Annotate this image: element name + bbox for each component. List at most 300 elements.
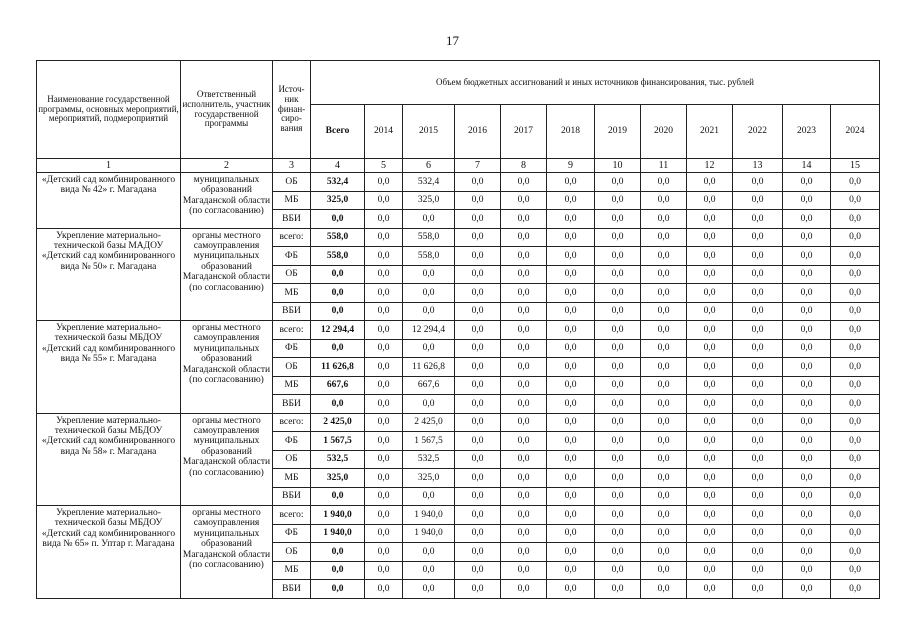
year-value: 0,0 xyxy=(501,302,547,321)
year-value: 0,0 xyxy=(733,302,783,321)
funding-source: МБ xyxy=(273,191,311,210)
year-value: 0,0 xyxy=(455,228,501,247)
year-value: 0,0 xyxy=(455,524,501,543)
year-value: 0,0 xyxy=(365,506,403,525)
column-index: 6 xyxy=(403,159,455,173)
funding-source: ОБ xyxy=(273,450,311,469)
year-value: 0,0 xyxy=(501,450,547,469)
year-value: 0,0 xyxy=(595,228,641,247)
year-value: 0,0 xyxy=(641,228,687,247)
year-value: 0,0 xyxy=(783,339,831,358)
funding-source: МБ xyxy=(273,284,311,303)
year-value: 0,0 xyxy=(365,413,403,432)
year-value: 0,0 xyxy=(687,265,733,284)
column-index: 5 xyxy=(365,159,403,173)
year-value: 0,0 xyxy=(733,173,783,192)
year-value: 0,0 xyxy=(831,265,880,284)
year-value: 0,0 xyxy=(733,580,783,599)
total-value: 0,0 xyxy=(311,561,365,580)
program-name: Укрепление материально-технической базы МБДОУ «Детский сад комбинированного вида № 65» п. Уптар г. Магадана xyxy=(37,506,181,599)
year-value: 0,0 xyxy=(831,580,880,599)
year-value: 0,0 xyxy=(733,561,783,580)
year-value: 0,0 xyxy=(595,524,641,543)
year-value: 0,0 xyxy=(365,432,403,451)
year-value: 0,0 xyxy=(831,487,880,506)
year-value: 0,0 xyxy=(455,450,501,469)
year-value: 0,0 xyxy=(783,173,831,192)
year-value: 0,0 xyxy=(501,524,547,543)
year-value: 0,0 xyxy=(641,173,687,192)
year-value: 0,0 xyxy=(783,302,831,321)
total-value: 0,0 xyxy=(311,210,365,229)
year-value: 0,0 xyxy=(595,395,641,414)
year-value: 0,0 xyxy=(831,413,880,432)
funding-source: ВБИ xyxy=(273,395,311,414)
table-row xyxy=(37,173,880,192)
year-value: 0,0 xyxy=(687,247,733,266)
funding-source: ОБ xyxy=(273,265,311,284)
year-value: 0,0 xyxy=(733,524,783,543)
year-value: 0,0 xyxy=(831,191,880,210)
funding-source: МБ xyxy=(273,376,311,395)
year-value: 1 567,5 xyxy=(403,432,455,451)
header-year: 2022 xyxy=(733,105,783,159)
year-value: 0,0 xyxy=(547,413,595,432)
total-value: 12 294,4 xyxy=(311,321,365,340)
year-value: 0,0 xyxy=(783,358,831,377)
year-value: 0,0 xyxy=(783,487,831,506)
funding-source: ФБ xyxy=(273,432,311,451)
year-value: 0,0 xyxy=(733,265,783,284)
budget-table xyxy=(36,60,880,599)
year-value: 0,0 xyxy=(831,302,880,321)
year-value: 0,0 xyxy=(641,543,687,562)
year-value: 0,0 xyxy=(455,210,501,229)
year-value: 12 294,4 xyxy=(403,321,455,340)
year-value: 0,0 xyxy=(595,302,641,321)
year-value: 0,0 xyxy=(365,376,403,395)
year-value: 0,0 xyxy=(501,339,547,358)
year-value: 0,0 xyxy=(547,173,595,192)
funding-source: всего: xyxy=(273,321,311,340)
year-value: 0,0 xyxy=(831,524,880,543)
year-value: 0,0 xyxy=(365,228,403,247)
year-value: 0,0 xyxy=(783,524,831,543)
year-value: 1 940,0 xyxy=(403,524,455,543)
column-index: 13 xyxy=(733,159,783,173)
year-value: 0,0 xyxy=(831,543,880,562)
table-row xyxy=(37,228,880,247)
index-row xyxy=(37,159,880,173)
year-value: 0,0 xyxy=(641,561,687,580)
year-value: 0,0 xyxy=(455,561,501,580)
year-value: 0,0 xyxy=(455,173,501,192)
year-value: 0,0 xyxy=(641,191,687,210)
table-row xyxy=(37,321,880,340)
header-year: 2016 xyxy=(455,105,501,159)
year-value: 0,0 xyxy=(783,265,831,284)
year-value: 0,0 xyxy=(687,321,733,340)
header-year: 2024 xyxy=(831,105,880,159)
executor-name: органы местного самоуправления муниципальных образований Магаданской области (по согласованию) xyxy=(181,321,273,414)
total-value: 0,0 xyxy=(311,284,365,303)
year-value: 0,0 xyxy=(501,543,547,562)
year-value: 0,0 xyxy=(641,413,687,432)
year-value: 0,0 xyxy=(547,265,595,284)
year-value: 0,0 xyxy=(501,321,547,340)
funding-source: всего: xyxy=(273,413,311,432)
year-value: 0,0 xyxy=(365,284,403,303)
year-value: 0,0 xyxy=(733,339,783,358)
year-value: 0,0 xyxy=(687,210,733,229)
year-value: 0,0 xyxy=(595,543,641,562)
total-value: 558,0 xyxy=(311,247,365,266)
year-value: 0,0 xyxy=(455,432,501,451)
year-value: 0,0 xyxy=(687,339,733,358)
year-value: 0,0 xyxy=(547,450,595,469)
year-value: 0,0 xyxy=(547,302,595,321)
year-value: 0,0 xyxy=(501,580,547,599)
year-value: 0,0 xyxy=(365,524,403,543)
year-value: 0,0 xyxy=(831,395,880,414)
page-number: 17 xyxy=(446,33,459,48)
year-value: 0,0 xyxy=(501,265,547,284)
year-value: 0,0 xyxy=(687,487,733,506)
year-value: 0,0 xyxy=(733,543,783,562)
column-index: 7 xyxy=(455,159,501,173)
year-value: 0,0 xyxy=(687,173,733,192)
funding-source: МБ xyxy=(273,561,311,580)
year-value: 0,0 xyxy=(501,284,547,303)
year-value: 0,0 xyxy=(403,339,455,358)
year-value: 0,0 xyxy=(403,210,455,229)
year-value: 0,0 xyxy=(501,506,547,525)
column-index: 9 xyxy=(547,159,595,173)
year-value: 0,0 xyxy=(831,339,880,358)
year-value: 0,0 xyxy=(501,247,547,266)
year-value: 0,0 xyxy=(595,265,641,284)
executor-name: органы местного самоуправления муниципальных образований Магаданской области (по согласованию) xyxy=(181,506,273,599)
year-value: 0,0 xyxy=(687,376,733,395)
year-value: 0,0 xyxy=(783,284,831,303)
year-value: 0,0 xyxy=(595,469,641,488)
year-value: 325,0 xyxy=(403,469,455,488)
year-value: 0,0 xyxy=(455,339,501,358)
year-value: 0,0 xyxy=(687,358,733,377)
year-value: 0,0 xyxy=(547,543,595,562)
year-value: 0,0 xyxy=(687,413,733,432)
year-value: 0,0 xyxy=(403,302,455,321)
year-value: 0,0 xyxy=(687,395,733,414)
year-value: 0,0 xyxy=(365,191,403,210)
year-value: 0,0 xyxy=(641,506,687,525)
year-value: 0,0 xyxy=(501,376,547,395)
year-value: 0,0 xyxy=(501,561,547,580)
header-source: Источ-ник финан-сиро-вания xyxy=(273,61,311,159)
year-value: 0,0 xyxy=(455,302,501,321)
year-value: 0,0 xyxy=(783,506,831,525)
year-value: 0,0 xyxy=(455,321,501,340)
year-value: 1 940,0 xyxy=(403,506,455,525)
year-value: 0,0 xyxy=(595,413,641,432)
year-value: 0,0 xyxy=(455,543,501,562)
total-value: 532,4 xyxy=(311,173,365,192)
year-value: 0,0 xyxy=(733,395,783,414)
year-value: 0,0 xyxy=(595,339,641,358)
year-value: 0,0 xyxy=(687,524,733,543)
year-value: 0,0 xyxy=(733,321,783,340)
year-value: 558,0 xyxy=(403,228,455,247)
funding-source: ФБ xyxy=(273,247,311,266)
year-value: 0,0 xyxy=(547,487,595,506)
column-index: 12 xyxy=(687,159,733,173)
year-value: 0,0 xyxy=(595,376,641,395)
year-value: 0,0 xyxy=(365,265,403,284)
total-value: 11 626,8 xyxy=(311,358,365,377)
funding-source: ОБ xyxy=(273,358,311,377)
year-value: 0,0 xyxy=(365,580,403,599)
program-name: «Детский сад комбинированного вида № 42» г. Магадана xyxy=(37,173,181,229)
year-value: 0,0 xyxy=(455,413,501,432)
year-value: 0,0 xyxy=(595,284,641,303)
year-value: 0,0 xyxy=(365,173,403,192)
year-value: 0,0 xyxy=(403,543,455,562)
year-value: 2 425,0 xyxy=(403,413,455,432)
year-value: 0,0 xyxy=(595,358,641,377)
year-value: 0,0 xyxy=(595,432,641,451)
year-value: 0,0 xyxy=(547,228,595,247)
year-value: 0,0 xyxy=(403,284,455,303)
column-index: 2 xyxy=(181,159,273,173)
year-value: 0,0 xyxy=(641,339,687,358)
year-value: 0,0 xyxy=(595,210,641,229)
total-value: 2 425,0 xyxy=(311,413,365,432)
year-value: 0,0 xyxy=(783,228,831,247)
total-value: 558,0 xyxy=(311,228,365,247)
year-value: 0,0 xyxy=(595,191,641,210)
year-value: 0,0 xyxy=(547,506,595,525)
table-body xyxy=(37,61,880,599)
header-year: 2021 xyxy=(687,105,733,159)
year-value: 0,0 xyxy=(365,247,403,266)
year-value: 0,0 xyxy=(687,302,733,321)
year-value: 0,0 xyxy=(365,358,403,377)
funding-source: всего: xyxy=(273,228,311,247)
year-value: 0,0 xyxy=(641,450,687,469)
total-value: 325,0 xyxy=(311,191,365,210)
year-value: 0,0 xyxy=(501,487,547,506)
year-value: 0,0 xyxy=(595,487,641,506)
program-name: Укрепление материально-технической базы МБДОУ «Детский сад комбинированного вида № 58» г. Магадана xyxy=(37,413,181,506)
funding-source: ОБ xyxy=(273,173,311,192)
year-value: 0,0 xyxy=(687,284,733,303)
total-value: 0,0 xyxy=(311,302,365,321)
total-value: 667,6 xyxy=(311,376,365,395)
year-value: 0,0 xyxy=(687,469,733,488)
total-value: 325,0 xyxy=(311,469,365,488)
year-value: 667,6 xyxy=(403,376,455,395)
column-index: 14 xyxy=(783,159,831,173)
year-value: 0,0 xyxy=(455,506,501,525)
year-value: 0,0 xyxy=(687,228,733,247)
year-value: 0,0 xyxy=(783,561,831,580)
year-value: 0,0 xyxy=(831,358,880,377)
year-value: 0,0 xyxy=(687,543,733,562)
year-value: 0,0 xyxy=(547,247,595,266)
column-index: 10 xyxy=(595,159,641,173)
column-index: 3 xyxy=(273,159,311,173)
year-value: 0,0 xyxy=(641,469,687,488)
year-value: 532,5 xyxy=(403,450,455,469)
year-value: 0,0 xyxy=(455,358,501,377)
year-value: 0,0 xyxy=(641,284,687,303)
total-value: 0,0 xyxy=(311,339,365,358)
year-value: 0,0 xyxy=(733,487,783,506)
year-value: 0,0 xyxy=(501,191,547,210)
year-value: 0,0 xyxy=(365,450,403,469)
year-value: 0,0 xyxy=(547,358,595,377)
year-value: 558,0 xyxy=(403,247,455,266)
total-value: 1 940,0 xyxy=(311,524,365,543)
year-value: 0,0 xyxy=(831,210,880,229)
total-value: 1 567,5 xyxy=(311,432,365,451)
year-value: 0,0 xyxy=(403,395,455,414)
executor-name: органы местного самоуправления муниципальных образований Магаданской области (по согласованию) xyxy=(181,413,273,506)
column-index: 15 xyxy=(831,159,880,173)
year-value: 0,0 xyxy=(547,191,595,210)
year-value: 0,0 xyxy=(455,376,501,395)
year-value: 0,0 xyxy=(365,395,403,414)
funding-source: МБ xyxy=(273,469,311,488)
year-value: 0,0 xyxy=(403,487,455,506)
year-value: 0,0 xyxy=(641,487,687,506)
year-value: 0,0 xyxy=(831,561,880,580)
year-value: 0,0 xyxy=(641,321,687,340)
year-value: 0,0 xyxy=(403,265,455,284)
header-year: 2019 xyxy=(595,105,641,159)
program-name: Укрепление материально-технической базы МАДОУ «Детский сад комбинированного вида № 50» г. Магадана xyxy=(37,228,181,321)
total-value: 1 940,0 xyxy=(311,506,365,525)
year-value: 0,0 xyxy=(783,321,831,340)
year-value: 0,0 xyxy=(783,210,831,229)
year-value: 0,0 xyxy=(547,284,595,303)
year-value: 0,0 xyxy=(733,469,783,488)
year-value: 11 626,8 xyxy=(403,358,455,377)
program-name: Укрепление материально-технической базы МБДОУ «Детский сад комбинированного вида № 55» г. Магадана xyxy=(37,321,181,414)
year-value: 0,0 xyxy=(455,247,501,266)
year-value: 0,0 xyxy=(365,469,403,488)
year-value: 0,0 xyxy=(783,247,831,266)
header-year: 2015 xyxy=(403,105,455,159)
year-value: 0,0 xyxy=(641,265,687,284)
year-value: 0,0 xyxy=(733,506,783,525)
funding-source: ФБ xyxy=(273,524,311,543)
year-value: 0,0 xyxy=(403,580,455,599)
header-total: Всего xyxy=(311,105,365,159)
year-value: 0,0 xyxy=(687,191,733,210)
header-year: 2018 xyxy=(547,105,595,159)
header-year: 2014 xyxy=(365,105,403,159)
year-value: 325,0 xyxy=(403,191,455,210)
column-index: 11 xyxy=(641,159,687,173)
table-row xyxy=(37,506,880,525)
year-value: 0,0 xyxy=(547,210,595,229)
year-value: 0,0 xyxy=(733,376,783,395)
year-value: 0,0 xyxy=(403,561,455,580)
year-value: 0,0 xyxy=(455,395,501,414)
year-value: 0,0 xyxy=(595,561,641,580)
year-value: 0,0 xyxy=(687,561,733,580)
year-value: 0,0 xyxy=(501,395,547,414)
year-value: 0,0 xyxy=(641,395,687,414)
year-value: 0,0 xyxy=(831,469,880,488)
funding-source: ФБ xyxy=(273,339,311,358)
year-value: 0,0 xyxy=(365,210,403,229)
year-value: 0,0 xyxy=(783,580,831,599)
year-value: 0,0 xyxy=(365,321,403,340)
total-value: 0,0 xyxy=(311,580,365,599)
year-value: 0,0 xyxy=(641,524,687,543)
year-value: 0,0 xyxy=(501,432,547,451)
year-value: 0,0 xyxy=(595,450,641,469)
year-value: 0,0 xyxy=(733,450,783,469)
year-value: 0,0 xyxy=(455,469,501,488)
year-value: 0,0 xyxy=(641,302,687,321)
year-value: 0,0 xyxy=(733,191,783,210)
year-value: 0,0 xyxy=(783,395,831,414)
total-value: 0,0 xyxy=(311,543,365,562)
year-value: 0,0 xyxy=(501,469,547,488)
year-value: 0,0 xyxy=(365,339,403,358)
year-value: 0,0 xyxy=(831,506,880,525)
year-value: 0,0 xyxy=(641,376,687,395)
funding-source: ВБИ xyxy=(273,487,311,506)
funding-source: ОБ xyxy=(273,543,311,562)
year-value: 0,0 xyxy=(687,580,733,599)
year-value: 0,0 xyxy=(733,358,783,377)
column-index: 1 xyxy=(37,159,181,173)
year-value: 0,0 xyxy=(365,543,403,562)
year-value: 0,0 xyxy=(547,580,595,599)
year-value: 0,0 xyxy=(455,580,501,599)
table-row xyxy=(37,413,880,432)
year-value: 0,0 xyxy=(595,173,641,192)
year-value: 0,0 xyxy=(501,358,547,377)
year-value: 0,0 xyxy=(455,191,501,210)
header-volume: Объем бюджетных ассигнований и иных источников финансирования, тыс. рублей xyxy=(311,61,880,105)
year-value: 0,0 xyxy=(783,432,831,451)
year-value: 0,0 xyxy=(641,358,687,377)
year-value: 0,0 xyxy=(595,321,641,340)
year-value: 0,0 xyxy=(547,561,595,580)
year-value: 0,0 xyxy=(547,524,595,543)
year-value: 0,0 xyxy=(831,247,880,266)
funding-source: всего: xyxy=(273,506,311,525)
funding-source: ВБИ xyxy=(273,580,311,599)
year-value: 0,0 xyxy=(455,265,501,284)
year-value: 0,0 xyxy=(783,413,831,432)
header-year: 2017 xyxy=(501,105,547,159)
header-executor: Ответственный исполнитель, участник государственной программы xyxy=(181,61,273,159)
year-value: 0,0 xyxy=(641,247,687,266)
header-row xyxy=(37,61,880,105)
year-value: 0,0 xyxy=(547,339,595,358)
year-value: 0,0 xyxy=(831,284,880,303)
year-value: 0,0 xyxy=(595,580,641,599)
year-value: 0,0 xyxy=(547,376,595,395)
year-value: 0,0 xyxy=(547,432,595,451)
year-value: 0,0 xyxy=(831,376,880,395)
